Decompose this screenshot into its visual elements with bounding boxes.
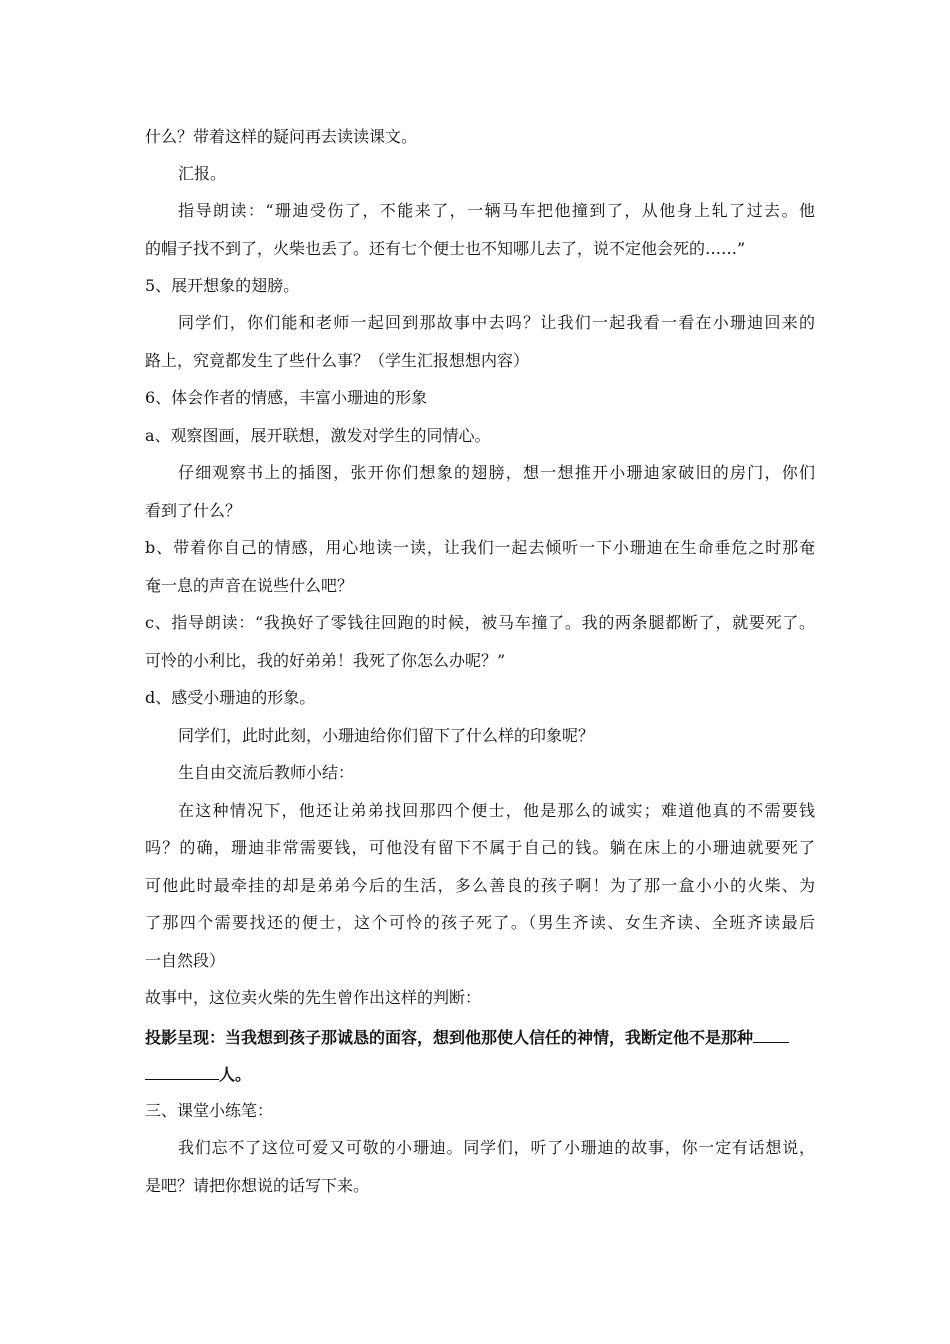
paragraph-line: 什么？带着这样的疑问再去读读课文。 [145,127,418,146]
paragraph-line: d、感受小珊迪的形象。 [145,688,316,707]
paragraph-line: 我们忘不了这位可爱又可敬的小珊迪。同学们，听了小珊迪的故事，你一定有话想说， [178,1138,815,1157]
paragraph-line: 看到了什么？ [145,501,242,520]
projection-prompt-text: 投影呈现：当我想到孩子那诚恳的面容，想到他那使人信任的神情，我断定他不是那种 [145,1028,754,1047]
section-heading: 三、课堂小练笔： [145,1101,274,1120]
section-heading: 6、体会作者的情感，丰富小珊迪的形象 [145,388,428,407]
paragraph-line: 同学们，你们能和老师一起回到那故事中去吗？让我们一起我看一看在小珊迪回来的 [178,313,815,332]
paragraph-line: 可他此时最牵挂的却是弟弟今后的生活，多么善良的孩子啊！为了那一盒小小的火柴、为 [145,876,815,895]
fill-in-blank [753,1026,789,1043]
paragraph-line: 一自然段） [145,951,226,970]
paragraph-line: 在这种情况下，他还让弟弟找回那四个便士，他是那么的诚实；难道他真的不需要钱 [178,801,815,820]
paragraph-line: 奄一息的声音在说些什么吧？ [145,576,354,595]
paragraph-line: 同学们，此时此刻，小珊迪给你们留下了什么样的印象呢？ [178,726,595,745]
section-heading: 5、展开想象的翅膀。 [145,276,300,295]
paragraph-line: 生自由交流后教师小结： [178,763,355,782]
fill-in-blank [145,1063,219,1080]
paragraph-line: 吗？的确，珊迪非常需要钱，可他没有留下不属于自己的钱。躺在床上的小珊迪就要死了 [145,838,815,857]
paragraph-line: a、观察图画，展开联想，激发对学生的同情心。 [145,426,491,445]
projection-prompt-text: 人。 [219,1065,252,1084]
paragraph-line: 故事中，这位卖火柴的先生曾作出这样的判断： [145,988,482,1007]
paragraph-line: 汇报。 [178,164,227,183]
paragraph-line: 可怜的小利比，我的好弟弟！我死了你怎么办呢？” [145,651,506,670]
paragraph-line: 的帽子找不到了，火柴也丢了。还有七个便士也不知哪儿去了，说不定他会死的……” [145,239,746,258]
paragraph-line: 指导朗读：“珊迪受伤了，不能来了，一辆马车把他撞到了，从他身上轧了过去。他 [178,201,815,220]
projection-prompt-line [145,1026,815,1048]
paragraph-line: c、指导朗读：“我换好了零钱往回跑的时候，被马车撞了。我的两条腿都断了，就要死了。 [145,613,815,632]
projection-prompt-line [145,1063,815,1085]
paragraph-line: 仔细观察书上的插图，张开你们想象的翅膀，想一想推开小珊迪家破旧的房门，你们 [178,463,815,482]
paragraph-line: 路上，究竟都发生了些什么事？（学生汇报想想内容） [145,351,530,370]
paragraph-line: 是吧？请把你想说的话写下来。 [145,1176,370,1195]
paragraph-line: 了那四个需要找还的便士，这个可怜的孩子死了。（男生齐读、女生齐读、全班齐读最后 [145,913,815,932]
paragraph-line: b、带着你自己的情感，用心地读一读，让我们一起去倾听一下小珊迪在生命垂危之时那奄 [145,538,815,557]
